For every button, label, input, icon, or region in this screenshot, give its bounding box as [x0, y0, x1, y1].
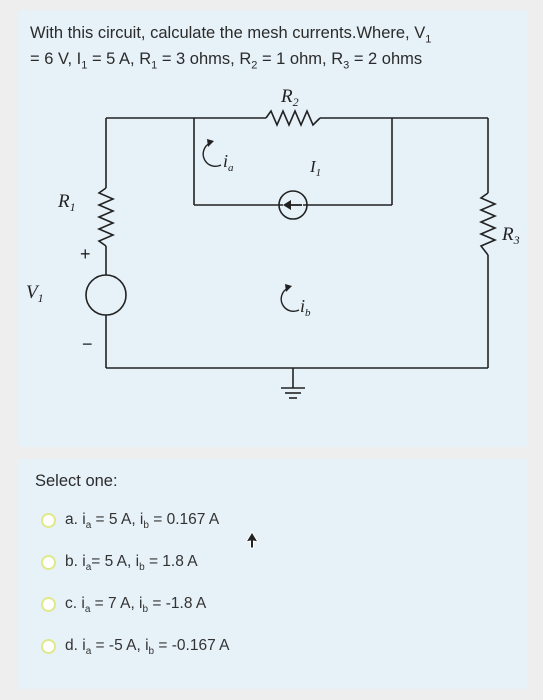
r1-resistor	[99, 188, 113, 246]
option-text-part: = -5 A, i	[91, 637, 149, 654]
question-line-2-part: 3	[343, 59, 350, 72]
voltage-source	[86, 275, 126, 315]
option-text-part: a. i	[65, 511, 86, 528]
r2-resistor	[266, 111, 320, 125]
option-c[interactable]	[41, 592, 206, 616]
question-line-2-part: 1	[151, 59, 158, 72]
option-text-part: b	[139, 562, 145, 574]
question-line-2-part: = 5 A, R	[87, 50, 152, 68]
option-d-label	[65, 637, 230, 658]
circuit-diagram	[18, 10, 527, 447]
option-b[interactable]	[41, 550, 198, 574]
option-text-part: b. i	[65, 553, 86, 570]
option-text-part: b	[142, 604, 149, 616]
option-b-label	[65, 553, 198, 574]
mesh-arrowhead-ib	[285, 284, 292, 292]
option-text-part: b	[148, 646, 155, 658]
question-line-2-part: = 3 ohms, R	[157, 50, 252, 68]
option-text-part: c. i	[65, 595, 85, 612]
label-plus: +	[80, 244, 91, 264]
option-text-part: = 1.8 A	[144, 553, 198, 570]
question-line-2-part: 2	[251, 59, 258, 72]
question-line-2-part: = 2 ohms	[349, 50, 423, 68]
mouse-cursor-icon	[245, 531, 259, 549]
option-text-part: a	[85, 562, 92, 574]
option-text-part: a	[85, 520, 92, 532]
option-text-part: = 5 A, i	[91, 511, 144, 528]
question-line-1: With this circuit, calculate the mesh currents.Where, $V_1$	[30, 24, 432, 46]
question-line-2-part: = 1 ohm, R	[257, 50, 344, 68]
option-c-label	[65, 595, 207, 616]
label-minus: −	[82, 334, 93, 354]
option-text-part: = -1.8 A	[148, 595, 207, 612]
question-line-2-part: = 6 V, I	[30, 50, 82, 68]
option-text-part: = 0.167 A	[148, 511, 220, 528]
option-a-label	[65, 511, 220, 532]
option-d[interactable]	[41, 634, 230, 658]
r3-resistor	[481, 193, 495, 255]
option-text-part: = 5 A, i	[91, 553, 140, 570]
answer-area	[18, 459, 527, 689]
select-one-prompt: Select one:	[35, 472, 118, 490]
option-text-part: b	[143, 520, 149, 532]
option-text-part: = 7 A, i	[90, 595, 143, 612]
current-source-arrowhead	[283, 200, 291, 210]
mesh-arrowhead-ia	[207, 139, 214, 147]
radio-option-d[interactable]	[41, 639, 56, 654]
option-text-part: a	[85, 646, 92, 658]
label-r2: $R_2$	[281, 86, 299, 109]
label-r1: $R_1$	[58, 191, 76, 214]
label-v1: $V_1$	[26, 282, 44, 305]
label-i1: $I_1$	[310, 157, 322, 179]
radio-option-c[interactable]	[41, 597, 56, 612]
question-card	[18, 10, 527, 447]
radio-option-b[interactable]	[41, 555, 56, 570]
question-line-2-part: 1	[81, 59, 88, 72]
option-text-part: d. i	[65, 637, 86, 654]
option-a[interactable]	[41, 508, 219, 532]
radio-option-a[interactable]	[41, 513, 56, 528]
mesh-arrow-ia	[203, 143, 221, 166]
option-text-part: = -0.167 A	[154, 637, 230, 654]
label-ia: $i_a$	[223, 151, 234, 174]
option-text-part: a	[84, 604, 91, 616]
label-r3: $R_3$	[502, 224, 520, 247]
label-ib: $i_b$	[300, 296, 311, 319]
mesh-arrow-ib	[281, 288, 299, 311]
